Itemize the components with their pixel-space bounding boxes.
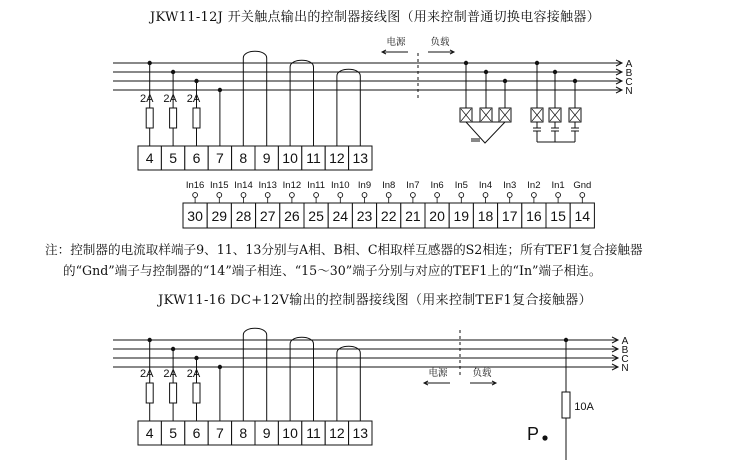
terminal-label-7: 7 — [216, 425, 224, 441]
input-terminal-ring-19 — [459, 193, 464, 198]
input-label-In6: In6 — [430, 180, 444, 191]
terminal-label-13: 13 — [352, 150, 369, 166]
current-transformer-2 — [337, 69, 360, 76]
fuse-label-0: 2A — [139, 93, 154, 105]
fuse-1 — [170, 383, 177, 403]
current-transformer-2 — [337, 346, 360, 353]
terminal-label-4: 4 — [145, 150, 154, 166]
input-terminal-label-28: 28 — [235, 208, 252, 224]
input-terminal-label-16: 16 — [526, 208, 542, 224]
input-terminal-label-27: 27 — [259, 208, 276, 224]
p-label: P — [526, 424, 540, 444]
input-label-In1: In1 — [551, 180, 565, 191]
input-terminal-label-29: 29 — [211, 208, 228, 224]
terminal-label-4: 4 — [145, 425, 154, 441]
input-label-In16: In16 — [185, 180, 205, 191]
input-terminal-label-20: 20 — [429, 208, 445, 224]
fuse-label-2: 2A — [186, 93, 201, 105]
input-terminal-label-30: 30 — [187, 208, 203, 224]
input-terminal-ring-23 — [362, 193, 367, 198]
input-terminal-label-17: 17 — [501, 208, 518, 224]
terminal-label-6: 6 — [192, 425, 201, 441]
input-terminal-label-24: 24 — [332, 208, 349, 224]
fuse-0 — [146, 383, 153, 403]
input-label-In12: In12 — [282, 180, 302, 191]
input-terminal-label-23: 23 — [356, 208, 373, 224]
terminal-label-12: 12 — [329, 425, 345, 441]
input-terminal-ring-16 — [532, 193, 537, 198]
input-terminal-ring-30 — [193, 193, 198, 198]
p-terminal-dot — [542, 435, 547, 440]
terminal-label-5: 5 — [169, 150, 177, 166]
input-label-In5: In5 — [454, 180, 468, 191]
input-terminal-ring-14 — [580, 193, 585, 198]
input-label-Gnd: Gnd — [573, 180, 592, 191]
terminal-label-11: 11 — [306, 425, 321, 441]
input-terminal-ring-27 — [265, 193, 270, 198]
input-label-In15: In15 — [210, 180, 229, 191]
input-terminal-ring-28 — [241, 193, 246, 198]
delta-capacitor-bank — [466, 122, 505, 143]
terminal-label-8: 8 — [239, 150, 248, 166]
terminal-label-8: 8 — [239, 425, 248, 441]
terminal-label-10: 10 — [282, 150, 298, 166]
fuse-1 — [170, 108, 177, 128]
terminal-label-6: 6 — [192, 150, 201, 166]
fuse-label-2: 2A — [186, 368, 201, 380]
fuse-2 — [193, 383, 200, 403]
input-terminal-label-25: 25 — [308, 208, 324, 224]
right-fuse-label: 10A — [574, 401, 594, 413]
phase-label-N: N — [625, 86, 633, 97]
phase-label-C: C — [621, 354, 629, 365]
input-label-In13: In13 — [258, 180, 277, 191]
input-label-In7: In7 — [406, 180, 420, 191]
phase-label-N: N — [621, 363, 629, 374]
right-fuse-10A — [562, 392, 570, 418]
direction-source-label: 电源 — [386, 37, 406, 48]
terminal-label-9: 9 — [262, 425, 271, 441]
direction-load-label: 负载 — [472, 368, 492, 379]
input-terminal-label-18: 18 — [477, 208, 494, 224]
input-terminal-label-26: 26 — [284, 208, 300, 224]
terminal-label-9: 9 — [262, 150, 271, 166]
current-transformer-1 — [290, 60, 313, 67]
fuse-label-0: 2A — [139, 368, 154, 380]
top-diagram-title: JKW11-12J 开关触点输出的控制器接线图（用来控制普通切换电容接触器） — [149, 10, 601, 25]
terminal-label-10: 10 — [282, 425, 298, 441]
input-terminal-ring-29 — [217, 193, 222, 198]
fuse-0 — [146, 108, 153, 128]
input-label-In3: In3 — [503, 180, 517, 191]
input-label-In14: In14 — [234, 180, 253, 191]
terminal-label-7: 7 — [216, 150, 224, 166]
current-transformer-0 — [243, 51, 266, 58]
input-terminal-label-19: 19 — [453, 208, 470, 224]
phase-label-B: B — [621, 345, 629, 356]
input-terminal-ring-26 — [290, 193, 295, 198]
input-terminal-label-14: 14 — [574, 208, 591, 224]
input-terminal-ring-17 — [507, 193, 512, 198]
note-line-1: 注：控制器的电流取样端子9、11、13分别与A相、B相、C相取样互感器的S2相连；所有TEF1复合接触器 — [45, 242, 643, 257]
note-line-2: 的“Gnd”端子与控制器的“14”端子相连、“15～30”端子分别与对应的TEF1上的“In”端子相连。 — [63, 263, 602, 278]
terminal-label-5: 5 — [169, 425, 177, 441]
phase-label-C: C — [625, 77, 633, 88]
input-label-In9: In9 — [357, 180, 372, 191]
input-terminal-ring-21 — [411, 193, 416, 198]
input-terminal-label-21: 21 — [405, 208, 421, 224]
input-terminal-ring-25 — [314, 193, 319, 198]
input-terminal-label-22: 22 — [380, 208, 397, 224]
terminal-label-13: 13 — [352, 425, 369, 441]
input-terminal-ring-20 — [435, 193, 440, 198]
input-label-In11: In11 — [307, 180, 325, 191]
input-terminal-ring-24 — [338, 193, 343, 198]
input-label-In4: In4 — [478, 180, 493, 191]
terminal-label-11: 11 — [306, 150, 321, 166]
phase-label-B: B — [625, 68, 633, 79]
phase-label-A: A — [621, 336, 629, 347]
bottom-diagram-title: JKW11-16 DC+12V输出的控制器接线图（用来控制TEF1复合接触器） — [158, 293, 592, 308]
terminal-label-12: 12 — [329, 150, 345, 166]
current-transformer-0 — [243, 328, 266, 335]
phase-label-A: A — [625, 59, 633, 70]
input-label-In8: In8 — [382, 180, 396, 191]
fuse-label-1: 2A — [163, 368, 177, 380]
current-transformer-1 — [290, 337, 313, 344]
fuse-2 — [193, 108, 200, 128]
input-label-In10: In10 — [331, 180, 350, 191]
input-label-In2: In2 — [527, 180, 541, 191]
direction-source-label: 电源 — [428, 368, 448, 379]
input-terminal-ring-22 — [386, 193, 391, 198]
fuse-label-1: 2A — [163, 93, 177, 105]
direction-load-label: 负载 — [430, 37, 450, 48]
input-terminal-ring-15 — [556, 193, 561, 198]
input-terminal-label-15: 15 — [550, 208, 566, 224]
input-terminal-ring-18 — [483, 193, 488, 198]
